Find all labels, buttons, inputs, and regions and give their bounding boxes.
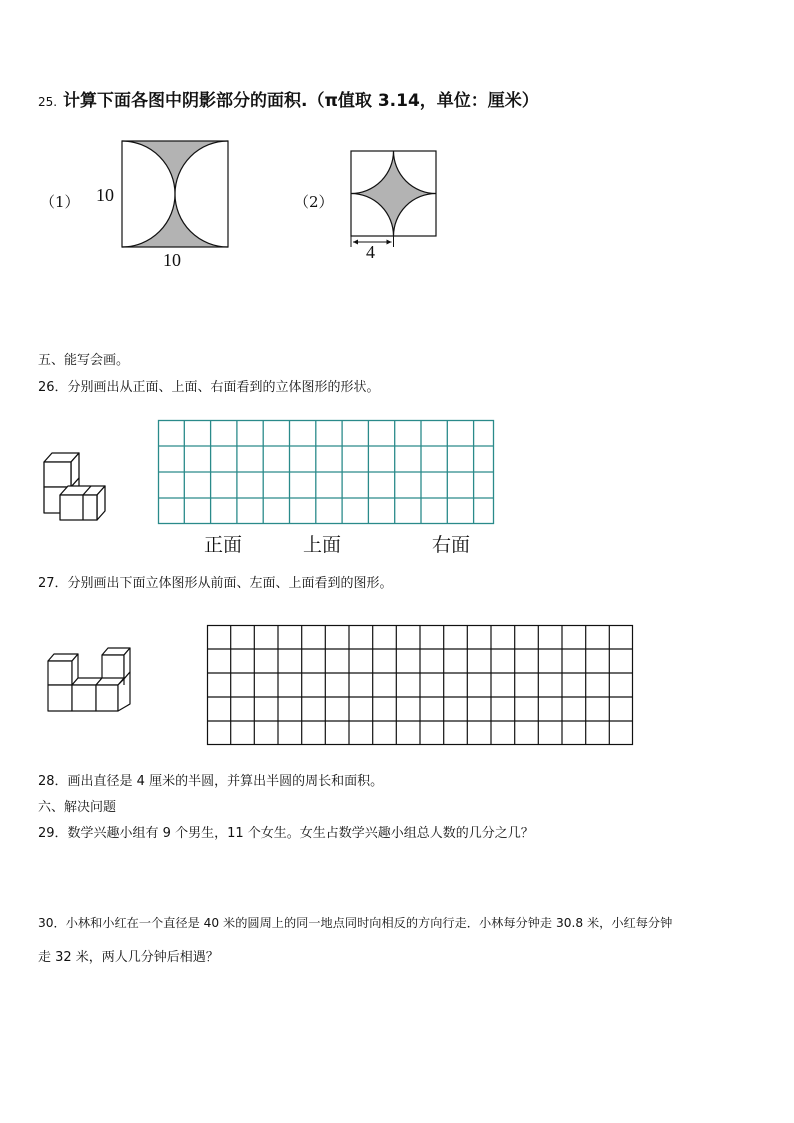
q25-heading (38, 86, 539, 111)
q26-grid-lines (158, 420, 494, 524)
q30-text-line2: 走 32 米，两人几分钟后相遇？ (38, 950, 219, 965)
q27-grid-lines (207, 625, 633, 745)
section6-heading: 六、解决问题 (38, 800, 117, 815)
q26-view-front: 正面 (204, 534, 243, 556)
q27-cube-front-face (102, 655, 124, 679)
fig2-dim-arrow-right (387, 240, 392, 245)
q26-view-top: 上面 (303, 534, 342, 556)
q29-text: 29．数学兴趣小组有 9 个男生，11 个女生。女生占数学兴趣小组总人数的几分之几？ (38, 826, 534, 841)
fig1-label: （1） (40, 193, 80, 211)
q27-cube-front-face (48, 685, 72, 711)
q27-cubes-figure (46, 648, 132, 714)
fig2-dim-arrow-left (353, 240, 358, 245)
fig1-shaded-square-diagram (122, 141, 228, 247)
fig2-dim-label: 4 (366, 242, 375, 262)
fig2-label: （2） (294, 193, 334, 211)
q26-cube-front-face (60, 495, 97, 520)
q26-view-right: 右面 (432, 534, 471, 556)
section5-heading: 五、能写会画。 (38, 353, 130, 368)
q27-cube-front-face (48, 661, 72, 685)
fig2-shaded-star (351, 151, 436, 236)
q28-text: 28．画出直径是 4 厘米的半圆，并算出半圆的周长和面积。 (38, 774, 384, 789)
q26-cube-front-face (44, 462, 71, 487)
q27-drawing-grid[interactable] (207, 625, 633, 745)
q27-text: 27．分别画出下面立体图形从前面、左面、上面看到的图形。 (38, 576, 393, 591)
fig1-side-label: 10 (96, 185, 114, 205)
q30-text-line1: 30．小林和小红在一个直径是 40 米的圆周上的同一地点同时向相反的方向行走．小林每分钟走 30.8 米，小红每分钟 (38, 916, 673, 930)
q27-cube-front-face (72, 685, 96, 711)
q26-cubes-figure (42, 450, 110, 524)
q25-number: 25. (38, 95, 58, 109)
fig1-bottom-label: 10 (163, 250, 181, 270)
q25-text: 计算下面各图中阴影部分的面积.（π值取 3.14，单位：厘米） (63, 91, 539, 111)
q26-text: 26．分别画出从正面、上面、右面看到的立体图形的形状。 (38, 380, 380, 395)
fig2-shaded-square-diagram (351, 151, 436, 236)
q26-drawing-grid[interactable] (158, 420, 494, 524)
q27-cube-front-face (96, 685, 118, 711)
